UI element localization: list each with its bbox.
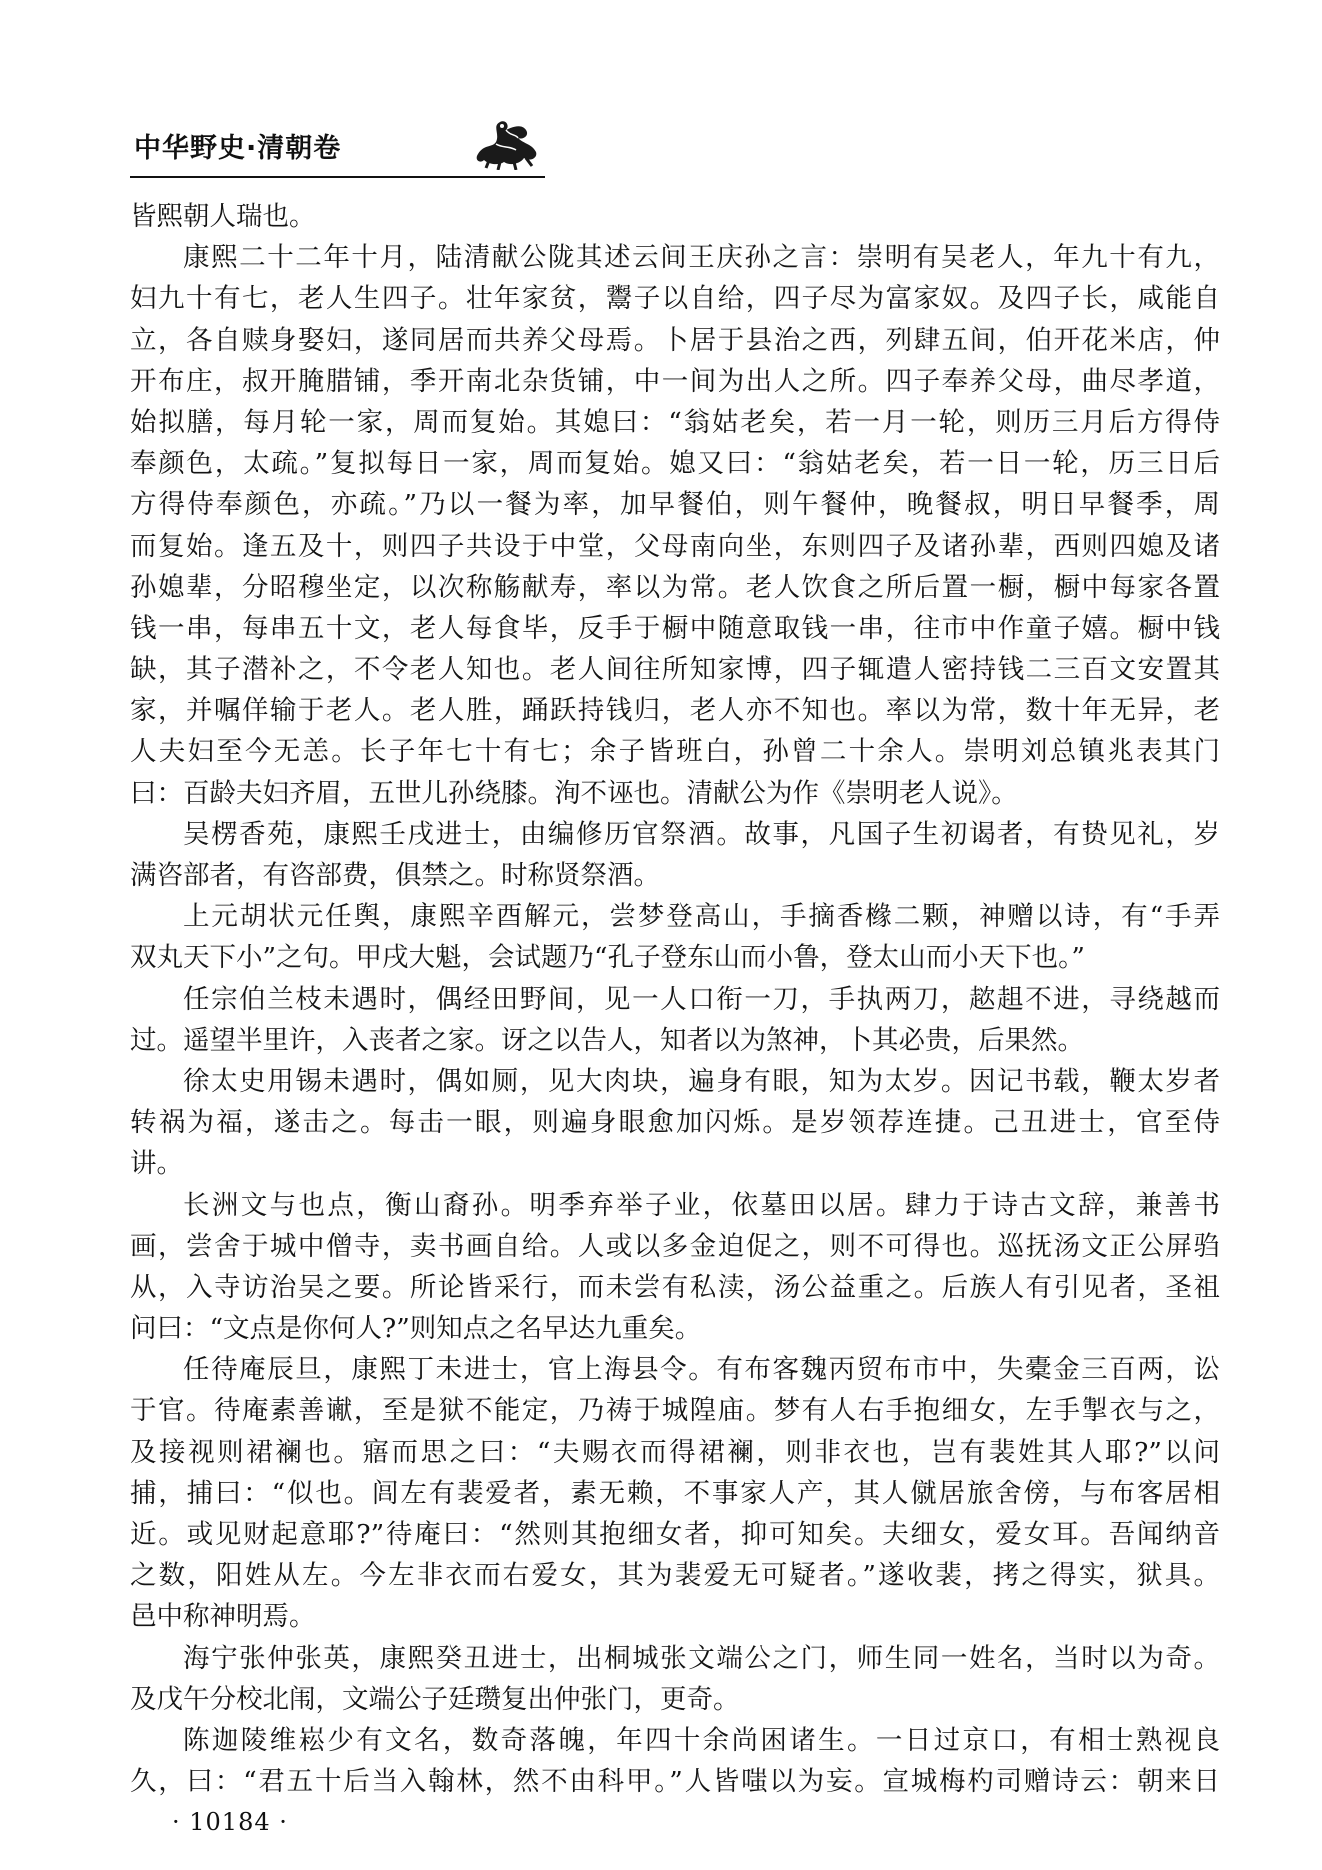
text-line: 曰：百龄夫妇齐眉，五世儿孙绕膝。洵不诬也。清献公为作《崇明老人说》。 [130, 777, 1018, 809]
text-line: 始拟膳，每月轮一家，周而复始。其媳曰：“翁姑老矣，若一月一轮，则历三月后方得侍 [130, 406, 1220, 438]
text-line: 康熙二十二年十月，陆清献公陇其述云间王庆孙之言：崇明有吴老人，年九十有九， [183, 242, 1220, 274]
text-line: 而复始。逢五及十，则四子共设于中堂，父母南向坐，东则四子及诸孙辈，西则四媳及诸 [130, 530, 1220, 562]
dragon-icon [470, 114, 542, 170]
text-line: 近。或见财起意耶?”待庵曰：“然则其抱细女者，抑可知矣。夫细女，爱女耳。吾闻纳音 [130, 1519, 1220, 1550]
text-line: 及接视则裙襕也。寤而思之曰：“夫赐衣而得裙襕，则非衣也，岂有裴姓其人耶?”以问 [130, 1436, 1220, 1468]
text-line: 满咨部者，有咨部费，俱禁之。时称贤祭酒。 [130, 860, 660, 891]
text-line: 钱一串，每串五十文，老人每食毕，反手于橱中随意取钱一串，往市中作童子嬉。橱中钱 [130, 612, 1220, 644]
text-line: 画，尝舍于城中僧寺，卖书画自给。人或以多金迫促之，则不可得也。巡抚汤文正公屏驺 [130, 1230, 1220, 1262]
text-line: 过。遥望半里许，入丧者之家。讶之以告人，知者以为煞神，卜其必贵，后果然。 [130, 1024, 1084, 1056]
header-title: 中华野史·清朝卷 [134, 133, 342, 164]
text-line: 徐太史用锡未遇时，偶如厕，见大肉块，遍身有眼，知为太岁。因记书载，鞭太岁者 [183, 1065, 1220, 1097]
page-number: · 10184 · [172, 1808, 288, 1836]
text-line: 任待庵辰旦，康熙丁未进士，官上海县令。有布客魏丙贸布市中，失橐金三百两，讼 [183, 1354, 1220, 1386]
text-line: 立，各自赎身娶妇，遂同居而共养父母焉。卜居于县治之西，列肆五间，伯开花米店，仲 [130, 324, 1220, 356]
text-line: 吴楞香苑，康熙壬戌进士，由编修历官祭酒。故事，凡国子生初谒者，有贽见礼，岁 [183, 818, 1220, 850]
text-line: 陈迦陵维崧少有文名，数奇落魄，年四十余尚困诸生。一日过京口，有相士熟视良 [183, 1724, 1220, 1756]
text-line: 开布庄，叔开腌腊铺，季开南北杂货铺，中一间为出人之所。四子奉养父母，曲尽孝道， [130, 365, 1220, 397]
text-line: 人夫妇至今无恙。长子年七十有七；余子皆班白，孙曾二十余人。崇明刘总镇兆表其门 [130, 736, 1220, 768]
text-line: 讲。 [130, 1148, 183, 1180]
body-text [130, 196, 1220, 1802]
text-line: 转祸为福，遂击之。每击一眼，则遍身眼愈加闪烁。是岁领荐连捷。己丑进士，官至侍 [130, 1107, 1220, 1139]
text-line: 缺，其子潜补之，不令老人知也。老人间往所知家博，四子辄遣人密持钱二三百文安置其 [130, 654, 1220, 686]
text-line: 皆熙朝人瑞也。 [130, 201, 316, 232]
text-line: 双丸天下小”之句。甲戌大魁，会试题乃“孔子登东山而小鲁，登太山而小天下也。” [130, 942, 1085, 974]
text-line: 任宗伯兰枝未遇时，偶经田野间，见一人口衔一刀，手执两刀，趑趄不进，寻绕越而 [183, 983, 1220, 1015]
text-line: 海宁张仲张英，康熙癸丑进士，出桐城张文端公之门，师生同一姓名，当时以为奇。 [183, 1642, 1220, 1674]
text-line: 从，入寺访治吴之要。所论皆采行，而未尝有私渎，汤公益重之。后族人有引见者，圣祖 [130, 1271, 1220, 1303]
text-line: 久，曰：“君五十后当入翰林，然不由科甲。”人皆嗤以为妄。宣城梅杓司赠诗云：朝来日 [130, 1766, 1220, 1798]
text-line: 妇九十有七，老人生四子。壮年家贫，鬻子以自给，四子尽为富家奴。及四子长，咸能自 [130, 283, 1220, 315]
text-line: 方得侍奉颜色，亦疏。”乃以一餐为率，加早餐伯，则午餐仲，晚餐叔，明日早餐季，周 [130, 489, 1220, 521]
text-line: 问曰：“文点是你何人?”则知点之名早达九重矣。 [130, 1313, 702, 1345]
header-rule [130, 176, 545, 178]
text-line: 上元胡状元任舆，康熙辛酉解元，尝梦登高山，手摘香橼二颗，神赠以诗，有“手弄 [183, 901, 1220, 933]
text-line: 长洲文与也点，衡山裔孙。明季弃举子业，依墓田以居。肆力于诗古文辞，兼善书 [183, 1189, 1220, 1221]
text-line: 于官。待庵素善谳，至是狱不能定，乃祷于城隍庙。梦有人右手抱细女，左手掣衣与之， [130, 1395, 1220, 1427]
text-line: 之数，阳姓从左。今左非衣而右爱女，其为裴爱无可疑者。”遂收裴，拷之得实，狱具。 [130, 1560, 1220, 1592]
text-line: 捕，捕曰：“似也。闾左有裴爱者，素无赖，不事家人产，其人僦居旅舍傍，与布客居相 [130, 1477, 1220, 1509]
text-line: 奉颜色，太疏。”复拟每日一家，周而复始。媳又曰：“翁姑老矣，若一日一轮，历三日后 [130, 448, 1220, 480]
text-line: 家，并嘱佯输于老人。老人胜，踊跃持钱归，老人亦不知也。率以为常，数十年无异，老 [130, 695, 1220, 727]
text-line: 邑中称神明焉。 [130, 1601, 316, 1633]
text-line: 及戊午分校北闱，文端公子廷瓒复出仲张门，更奇。 [130, 1683, 740, 1715]
text-line: 孙媳辈，分昭穆坐定，以次称觞献寿，率以为常。老人饮食之所后置一橱，橱中每家各置 [130, 571, 1220, 603]
running-header [130, 96, 550, 166]
